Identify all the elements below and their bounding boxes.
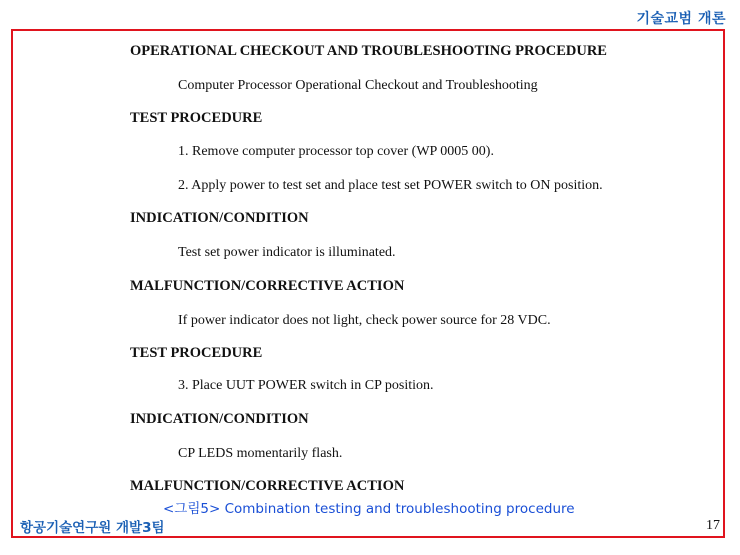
page-number: 17 [706, 518, 720, 533]
section-heading: TEST PROCEDURE [130, 110, 263, 126]
section-heading: MALFUNCTION/CORRECTIVE ACTION [130, 278, 405, 294]
section-heading: INDICATION/CONDITION [130, 210, 309, 226]
procedure-step: 2. Apply power to test set and place test set POWER switch to ON position. [178, 178, 603, 193]
condition-text: Test set power indicator is illuminated. [178, 245, 396, 260]
slide-header-title: 기술교범 개론 [636, 11, 726, 27]
document-title: OPERATIONAL CHECKOUT AND TROUBLESHOOTING PROCEDURE [130, 43, 607, 59]
figure-caption: <그림5> Combination testing and troubleshooting procedure [163, 501, 575, 517]
condition-text: CP LEDS momentarily flash. [178, 446, 343, 461]
section-heading: INDICATION/CONDITION [130, 411, 309, 427]
corrective-action-text: If power indicator does not light, check power source for 28 VDC. [178, 313, 551, 328]
procedure-step: 1. Remove computer processor top cover (WP 0005 00). [178, 144, 494, 159]
procedure-step: 3. Place UUT POWER switch in CP position. [178, 378, 434, 393]
section-heading: TEST PROCEDURE [130, 345, 263, 361]
footer-team-name: 항공기술연구원 개발3팀 [20, 520, 165, 536]
section-heading: MALFUNCTION/CORRECTIVE ACTION [130, 478, 405, 494]
document-subtitle: Computer Processor Operational Checkout and Troubleshooting [178, 78, 538, 93]
